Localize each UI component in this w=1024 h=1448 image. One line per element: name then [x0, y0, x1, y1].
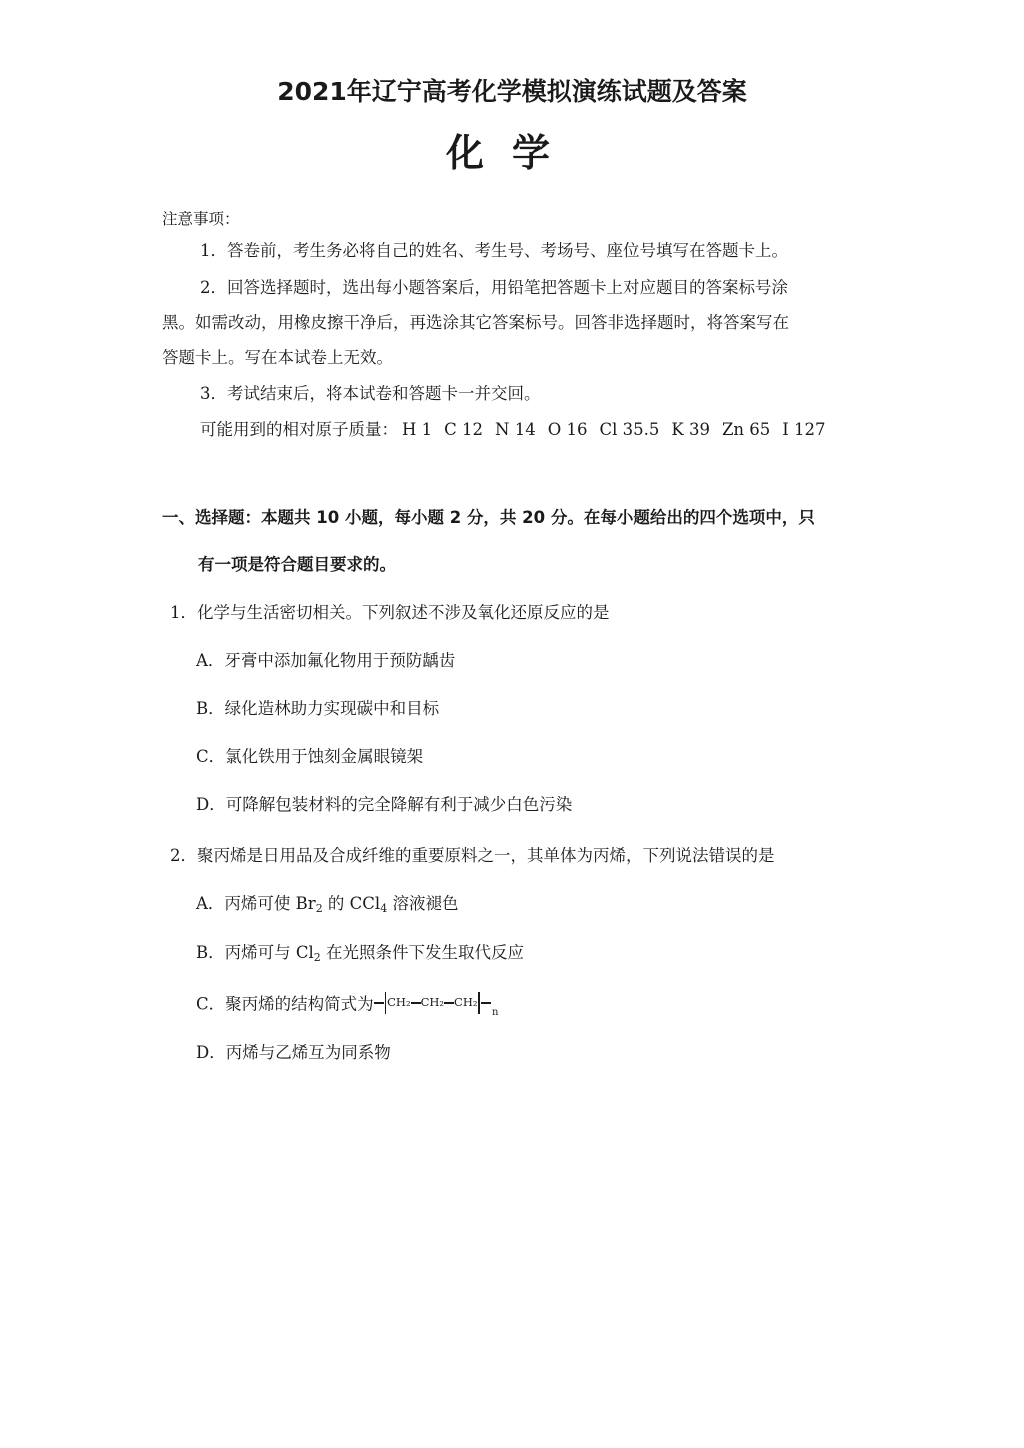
question-2-option-c: C．聚丙烯的结构简式为 CH₂ CH₂ CH₂ n — [196, 994, 498, 1016]
question-2-stem: 2．聚丙烯是日用品及合成纤维的重要原料之一，其单体为丙烯，下列说法错误的是 — [170, 846, 775, 865]
notice-item-2-line-1: 2．回答选择题时，选出每小题答案后，用铅笔把答题卡上对应题目的答案标号涂 — [200, 278, 788, 297]
atomic-mass-o: O 16 — [547, 420, 588, 439]
atomic-mass-cl: Cl 35.5 — [599, 420, 660, 439]
notice-item-2-line-3: 答题卡上。写在本试卷上无效。 — [162, 348, 393, 367]
notice-item-3: 3．考试结束后，将本试卷和答题卡一并交回。 — [200, 384, 541, 403]
atomic-mass-h: H 1 — [402, 420, 433, 439]
subject-title: 化学 — [445, 131, 578, 175]
notice-item-2-line-2: 黑。如需改动，用橡皮擦干净后，再选涂其它答案标号。回答非选择题时，将答案写在 — [162, 313, 789, 332]
atomic-mass-i: I 127 — [782, 420, 826, 439]
question-1-option-b: B．绿化造林助力实现碳中和目标 — [196, 699, 440, 718]
question-2-option-d: D．丙烯与乙烯互为同系物 — [196, 1043, 391, 1062]
question-2-option-b: B．丙烯可与 $Cl_2$ 在光照条件下发生取代反应 — [196, 943, 525, 964]
notice-item-1: 1．答卷前，考生务必将自己的姓名、考生号、考场号、座位号填写在答题卡上。 — [200, 241, 788, 260]
section-1-heading-line-1: 一、选择题：本题共 10 小题，每小题 2 分，共 20 分。在每小题给出的四个选项中，只 — [162, 508, 815, 527]
atomic-mass-k: K 39 — [671, 420, 710, 439]
question-1-option-c: C．氯化铁用于蚀刻金属眼镜架 — [196, 747, 424, 766]
question-1-option-d: D．可降解包装材料的完全降解有利于减少白色污染 — [196, 795, 573, 814]
question-1-option-a: A．牙膏中添加氟化物用于预防龋齿 — [196, 651, 456, 670]
notice-heading: 注意事项： — [162, 210, 240, 228]
section-1-heading-line-2: 有一项是符合题目要求的。 — [198, 555, 396, 574]
atomic-mass-n: N 14 — [495, 420, 536, 439]
document-title: 2021年辽宁高考化学模拟演练试题及答案 — [277, 77, 747, 106]
atomic-mass-c: C 12 — [444, 420, 484, 439]
atomic-masses-label: 可能用到的相对原子质量： — [200, 420, 398, 439]
atomic-masses-line — [200, 422, 838, 439]
atomic-mass-zn: Zn 65 — [721, 420, 771, 439]
polypropylene-structural-formula: CH₂ CH₂ CH₂ n — [374, 992, 499, 1014]
question-2-option-a: A．丙烯可使 $Br_2$ 的 CCl$_4$ 溶液褪色 — [196, 894, 459, 915]
question-1-stem: 1．化学与生活密切相关。下列叙述不涉及氧化还原反应的是 — [170, 603, 610, 622]
